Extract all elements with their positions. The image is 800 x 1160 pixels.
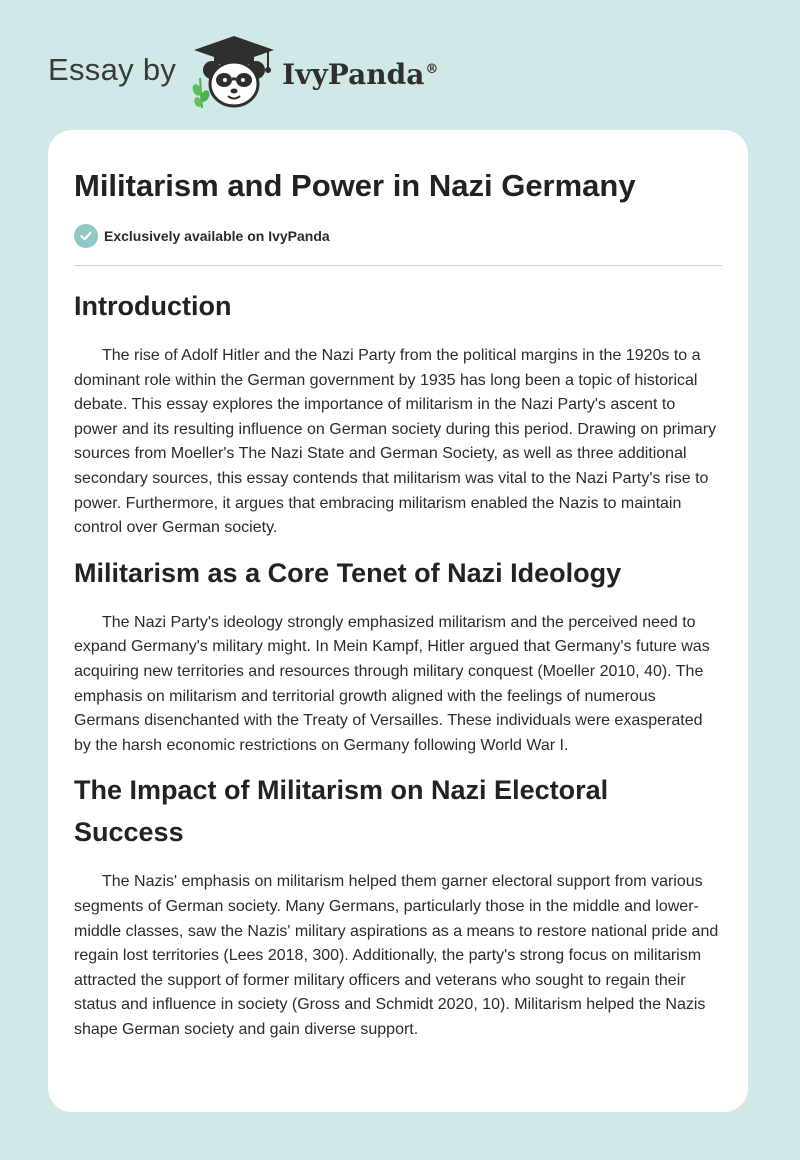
site-header (48, 34, 438, 110)
section-paragraph-introduction: The rise of Adolf Hitler and the Nazi Party from the political margins in the 1920s to a dominant role within the German government by 1935 has long been a topic of historical debate. This essay explores the importance of militarism in the Nazi Party's ascent to power and its resulting influence on German society during this period. Drawing on primary sources from Moeller's The Nazi State and German Society, as well as three additional secondary sources, this essay contends that militarism was vital to the Nazi Party's rise to power. Furthermore, it argues that embracing militarism enabled the Nazis to maintain control over German society. (74, 347, 717, 537)
registered-mark: ® (425, 62, 439, 78)
exclusive-badge (74, 224, 722, 248)
section-heading-introduction: Introduction (74, 291, 232, 321)
essay-card (48, 130, 748, 1112)
brand-name-text: IvyPanda (282, 57, 425, 91)
section-heading-core-tenet: Militarism as a Core Tenet of Nazi Ideology (74, 557, 622, 588)
section-heading-electoral-success: The Impact of Militarism on Nazi Electoral Success (74, 775, 609, 848)
check-circle-icon (74, 224, 98, 248)
page-title: Militarism and Power in Nazi Germany (74, 168, 636, 203)
panda-graduate-icon[interactable] (190, 34, 278, 110)
section-paragraph-core-tenet: The Nazi Party's ideology strongly emphasized militarism and the perceived need to expand Germany's military might. In Mein Kampf, Hitler argued that Germany's future was acquiring new territories and resources through military conquest (Moeller 2010, 40). The emphasis on militarism and territorial growth aligned with the feelings of numerous Germans disenchanted with the Treaty of Versailles. These individuals were exasperated by the harsh economic restrictions on Germany following World War I. (74, 613, 710, 754)
divider (74, 265, 722, 266)
brand-prefix: Essay by (48, 52, 177, 87)
section-paragraph-electoral-success: The Nazis' emphasis on militarism helped them garner electoral support from various segments of German society. Many Germans, particularly those in the middle and lower-middle classes, saw the Nazis' military aspirations as a means to restore national pride and regain lost territories (Lees 2018, 300). Additionally, the party's strong focus on militarism attracted the support of former military officers and veterans who sought to regain their status and influence in society (Gross and Schmidt 2020, 10). Militarism helped the Nazis shape German society and gain diverse support. (74, 873, 719, 1038)
exclusive-badge-text: Exclusively available on IvyPanda (104, 228, 330, 244)
brand-name[interactable] (282, 58, 438, 91)
